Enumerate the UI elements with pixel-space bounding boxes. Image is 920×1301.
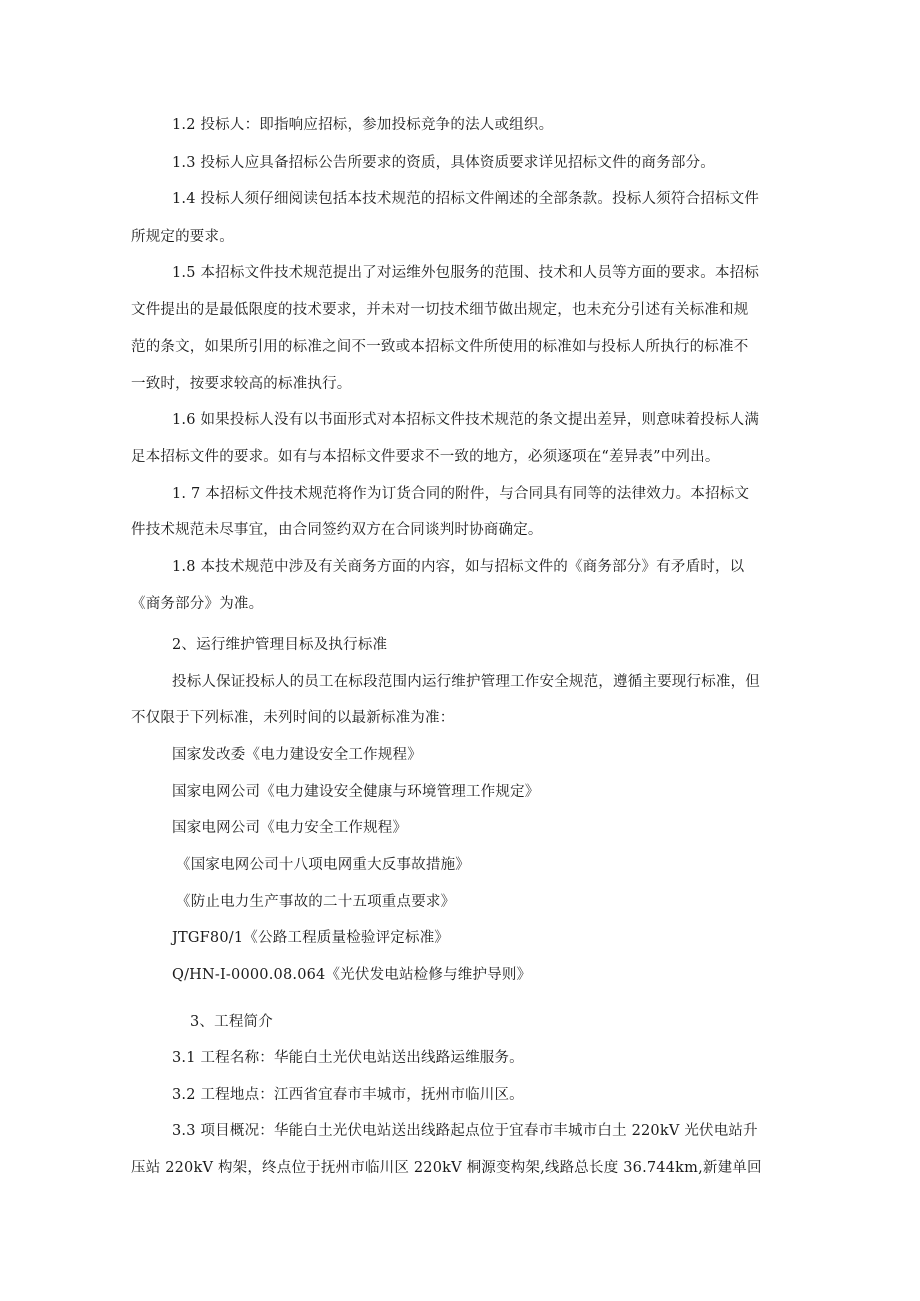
para-1-4-line-1: 1.4 投标人须仔细阅读包括本技术规范的招标文件阐述的全部条款。投标人须符合招标文件	[172, 191, 760, 207]
para-1-2: 1.2 投标人：即指响应招标，参加投标竞争的法人或组织。	[172, 117, 554, 133]
standard-item: 《防止电力生产事故的二十五项重点要求》	[176, 894, 456, 910]
standard-item: 国家电网公司《电力建设安全健康与环境管理工作规定》	[172, 784, 540, 800]
standard-item: 国家电网公司《电力安全工作规程》	[172, 820, 408, 836]
section-2-intro-line-2: 不仅限于下列标准，未列时间的以最新标准为准：	[131, 710, 455, 726]
standard-item: 《国家电网公司十八项电网重大反事故措施》	[176, 857, 470, 873]
para-1-5-line-3: 范的条文，如果所引用的标准之间不一致或本招标文件所使用的标准如与投标人所执行的标准不	[131, 339, 749, 355]
para-1-3: 1.3 投标人应具备招标公告所要求的资质，具体资质要求详见招标文件的商务部分。	[172, 155, 715, 171]
para-1-8-line-2: 《商务部分》为准。	[131, 596, 264, 612]
para-3-3-line-2: 压站 220kV 构架，终点位于抚州市临川区 220kV 桐源变构架,线路总长度 36.744km,新建单回	[131, 1160, 762, 1176]
para-1-5-line-4: 一致时，按要求较高的标准执行。	[131, 376, 352, 392]
para-3-3-line-1: 3.3 项目概况：华能白土光伏电站送出线路起点位于宜春市丰城市白土 220kV 光伏电站升	[172, 1123, 758, 1139]
standard-item: Q/HN-I-0000.08.064《光伏发电站检修与维护导则》	[172, 967, 532, 983]
para-1-6-line-1: 1.6 如果投标人没有以书面形式对本招标文件技术规范的条文提出差异，则意味着投标人满	[172, 412, 760, 428]
section-2-intro-line-1: 投标人保证投标人的员工在标段范围内运行维护管理工作安全规范，遵循主要现行标准，但	[172, 674, 760, 690]
para-1-6-line-2: 足本招标文件的要求。如有与本招标文件要求不一致的地方，必须逐项在“差异表”中列出。	[131, 449, 720, 465]
standard-item: JTGF80/1《公路工程质量检验评定标准》	[172, 930, 450, 946]
para-1-5-line-2: 文件提出的是最低限度的技术要求，并未对一切技术细节做出规定，也未充分引述有关标准和规	[131, 302, 749, 318]
para-1-7-line-2: 件技术规范未尽事宜，由合同签约双方在合同谈判时协商确定。	[131, 522, 543, 538]
para-1-5-line-1: 1.5 本招标文件技术规范提出了对运维外包服务的范围、技术和人员等方面的要求。本招标	[172, 265, 760, 281]
standard-item: 国家发改委《电力建设安全工作规程》	[172, 747, 422, 763]
para-1-8-line-1: 1.8 本技术规范中涉及有关商务方面的内容，如与招标文件的《商务部分》有矛盾时，以	[172, 559, 745, 575]
para-3-2: 3.2 工程地点：江西省宜春市丰城市，抚州市临川区。	[172, 1087, 524, 1103]
para-1-7-line-1: 1. 7 本招标文件技术规范将作为订货合同的附件，与合同具有同等的法律效力。本招标文	[172, 486, 750, 502]
para-1-4-line-2: 所规定的要求。	[131, 229, 234, 245]
heading-section-3: 3、工程简介	[190, 1014, 273, 1030]
para-3-1: 3.1 工程名称：华能白土光伏电站送出线路运维服务。	[172, 1050, 524, 1066]
heading-section-2: 2、运行维护管理目标及执行标准	[172, 637, 388, 653]
